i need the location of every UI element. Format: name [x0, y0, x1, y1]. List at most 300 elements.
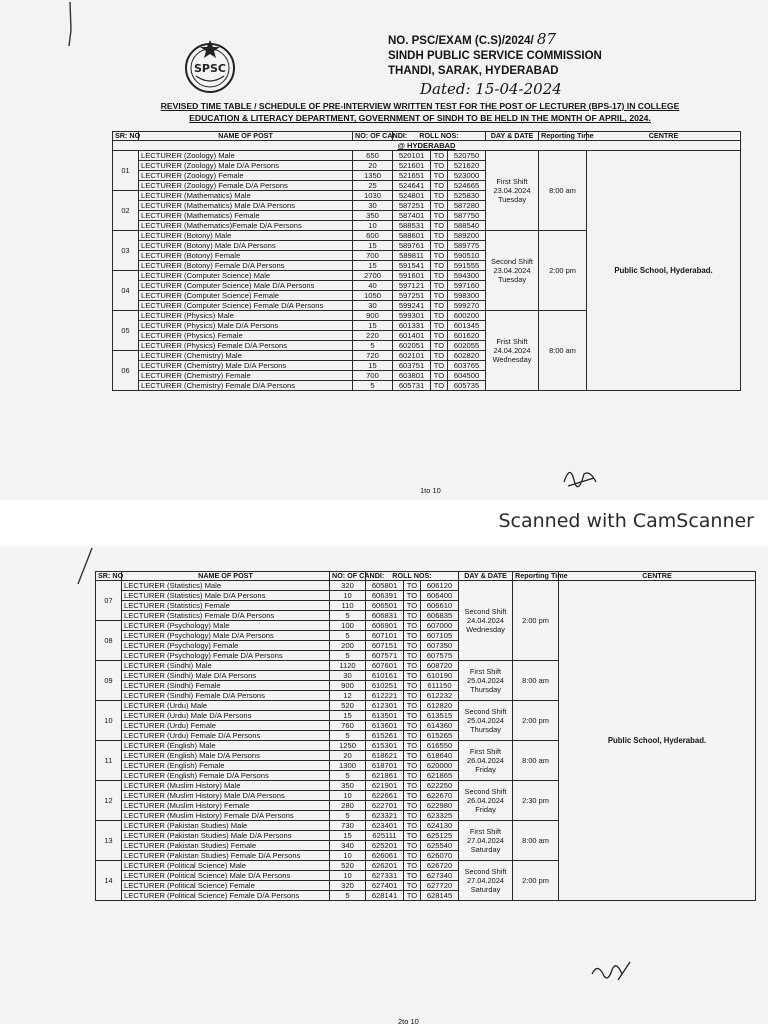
roll-to-label: TO: [431, 151, 448, 161]
roll-to-label: TO: [404, 891, 421, 901]
signature: [588, 956, 634, 986]
shift-line: Tuesday: [497, 195, 527, 204]
roll-from: 605801: [366, 581, 404, 591]
serial-number: 04: [113, 271, 139, 311]
roll-to-label: TO: [404, 601, 421, 611]
roll-to-label: TO: [431, 281, 448, 291]
roll-to-label: TO: [404, 631, 421, 641]
roll-from: 625201: [366, 841, 404, 851]
post-name: LECTURER (English) Male D/A Persons: [122, 751, 330, 761]
roll-to: 606610: [421, 601, 459, 611]
subtitle-line-2: EDUCATION & LITERACY DEPARTMENT, GOVERNMENT OF SINDH TO BE HELD IN THE MONTH OF APRIL, 2024.: [189, 113, 651, 123]
shift-line: First Shift: [469, 667, 502, 676]
shift-line: 24.04.2024: [467, 616, 505, 625]
serial-number: 05: [113, 311, 139, 351]
roll-from: 597251: [393, 291, 431, 301]
post-name: LECTURER (Botony) Male D/A Persons: [139, 241, 353, 251]
roll-to-label: TO: [431, 341, 448, 351]
post-name: LECTURER (Political Science) Male: [122, 861, 330, 871]
roll-to-label: TO: [404, 731, 421, 741]
roll-to: 612232: [421, 691, 459, 701]
shift-day-date: [486, 151, 539, 231]
candidate-count: 100: [330, 621, 366, 631]
col-post: NAME OF POST: [122, 572, 330, 581]
roll-to: 589775: [448, 241, 486, 251]
roll-from: 589811: [393, 251, 431, 261]
roll-to: 588540: [448, 221, 486, 231]
shift-day-date: [459, 741, 513, 781]
reporting-time: 8:00 am: [513, 741, 559, 781]
roll-to: 623325: [421, 811, 459, 821]
roll-from: 607151: [366, 641, 404, 651]
roll-to-label: TO: [404, 621, 421, 631]
roll-from: 613501: [366, 711, 404, 721]
roll-to: 589200: [448, 231, 486, 241]
roll-to-label: TO: [431, 271, 448, 281]
roll-to-label: TO: [404, 711, 421, 721]
roll-to-label: TO: [404, 671, 421, 681]
reporting-time: 2:30 pm: [513, 781, 559, 821]
roll-to: 520750: [448, 151, 486, 161]
roll-to: 598300: [448, 291, 486, 301]
shift-line: Saturday: [470, 845, 501, 854]
post-name: LECTURER (Mathematics)Female D/A Persons: [139, 221, 353, 231]
reporting-time: 2:00 pm: [513, 581, 559, 661]
post-name: LECTURER (Psychology) Female: [122, 641, 330, 651]
post-name: LECTURER (English) Female: [122, 761, 330, 771]
candidate-count: 520: [330, 701, 366, 711]
candidate-count: 20: [353, 161, 393, 171]
candidate-count: 700: [353, 251, 393, 261]
roll-from: 625111: [366, 831, 404, 841]
candidate-count: 15: [353, 361, 393, 371]
table-header-row: [113, 132, 741, 141]
roll-from: 607101: [366, 631, 404, 641]
serial-number: 13: [96, 821, 122, 861]
shift-line: 25.04.2024: [467, 676, 505, 685]
shift-line: Wednesday: [492, 355, 532, 364]
roll-to: 606120: [421, 581, 459, 591]
post-name: LECTURER (Psychology) Male: [122, 621, 330, 631]
roll-to-label: TO: [404, 881, 421, 891]
candidate-count: 340: [330, 841, 366, 851]
candidate-count: 30: [353, 301, 393, 311]
candidate-count: 5: [330, 631, 366, 641]
col-roll: ROLL NOS:: [393, 132, 486, 141]
roll-to-label: TO: [431, 311, 448, 321]
roll-to: 521620: [448, 161, 486, 171]
candidate-count: 760: [330, 721, 366, 731]
reporting-time: 2:00 pm: [513, 701, 559, 741]
shift-line: Second Shift: [491, 257, 533, 266]
roll-to-label: TO: [404, 721, 421, 731]
post-name: LECTURER (Sindhi) Male D/A Persons: [122, 671, 330, 681]
serial-number: 03: [113, 231, 139, 271]
post-name: LECTURER (Chemistry) Male D/A Persons: [139, 361, 353, 371]
roll-from: 607601: [366, 661, 404, 671]
organization-address: THANDI, SARAK, HYDERABAD: [388, 65, 559, 77]
post-name: LECTURER (Zoology) Female D/A Persons: [139, 181, 353, 191]
candidate-count: 15: [353, 321, 393, 331]
candidate-count: 720: [353, 351, 393, 361]
page-number: 2to 10: [398, 1017, 419, 1026]
candidate-count: 25: [353, 181, 393, 191]
col-centre: CENTRE: [587, 132, 741, 141]
roll-from: 612301: [366, 701, 404, 711]
serial-number: 08: [96, 621, 122, 661]
col-roll: ROLL NOS:: [366, 572, 459, 581]
schedule-table-page-1: [112, 131, 741, 391]
roll-from: 521651: [393, 171, 431, 181]
candidate-count: 30: [353, 201, 393, 211]
reporting-time: 8:00 am: [513, 821, 559, 861]
shift-day-date: [459, 821, 513, 861]
roll-to-label: TO: [431, 171, 448, 181]
roll-to: 604500: [448, 371, 486, 381]
roll-from: 622701: [366, 801, 404, 811]
shift-line: Second Shift: [464, 787, 507, 796]
post-name: LECTURER (Zoology) Male D/A Persons: [139, 161, 353, 171]
page-number: 1to 10: [420, 486, 441, 495]
roll-to: 610190: [421, 671, 459, 681]
roll-to: 602055: [448, 341, 486, 351]
exam-centre: Public School, Hyderabad.: [559, 581, 756, 901]
subtitle-line-1: REVISED TIME TABLE / SCHEDULE OF PRE-INTERVIEW WRITTEN TEST FOR THE POST OF LECTURER (BPS-17) IN COLLEGE: [160, 101, 680, 111]
table-header-row: [96, 572, 756, 581]
candidate-count: 2700: [353, 271, 393, 281]
candidate-count: 10: [330, 851, 366, 861]
shift-line: 27.04.2024: [467, 836, 505, 845]
roll-to-label: TO: [404, 641, 421, 651]
roll-from: 603751: [393, 361, 431, 371]
handwritten-ref: 87: [536, 30, 557, 48]
post-name: LECTURER (Urdu) Female: [122, 721, 330, 731]
candidate-count: 280: [330, 801, 366, 811]
post-name: LECTURER (Statistics) Male: [122, 581, 330, 591]
post-name: LECTURER (Political Science) Male D/A Persons: [122, 871, 330, 881]
roll-to-label: TO: [431, 361, 448, 371]
candidate-count: 5: [330, 811, 366, 821]
post-name: LECTURER (Muslim History) Female: [122, 801, 330, 811]
post-name: LECTURER (Urdu) Female D/A Persons: [122, 731, 330, 741]
serial-number: 12: [96, 781, 122, 821]
roll-to-label: TO: [431, 331, 448, 341]
candidate-count: 30: [330, 671, 366, 681]
scanned-page-1: [0, 0, 768, 500]
roll-to: 624130: [421, 821, 459, 831]
post-name: LECTURER (Urdu) Male D/A Persons: [122, 711, 330, 721]
shift-line: Tuesday: [497, 275, 527, 284]
roll-from: 622661: [366, 791, 404, 801]
shift-line: 23.04.2024: [493, 186, 531, 195]
shift-line: 26.04.2024: [467, 756, 505, 765]
handwritten-date: Dated: 15-04-2024: [420, 80, 562, 98]
candidate-count: 20: [330, 751, 366, 761]
roll-from: 628141: [366, 891, 404, 901]
roll-from: 605731: [393, 381, 431, 391]
post-name: LECTURER (Physics) Female: [139, 331, 353, 341]
roll-from: 524801: [393, 191, 431, 201]
candidate-count: 1030: [353, 191, 393, 201]
roll-to: 607350: [421, 641, 459, 651]
roll-to: 615265: [421, 731, 459, 741]
post-name: LECTURER (Physics) Female D/A Persons: [139, 341, 353, 351]
shift-day-date: [459, 781, 513, 821]
exam-centre: Public School, Hyderabad.: [587, 151, 741, 391]
roll-to: 607105: [421, 631, 459, 641]
roll-to: 601620: [448, 331, 486, 341]
roll-to: 600200: [448, 311, 486, 321]
roll-to: 618640: [421, 751, 459, 761]
post-name: LECTURER (Chemistry) Male: [139, 351, 353, 361]
roll-to: 613515: [421, 711, 459, 721]
col-sr: SR: NO: [113, 132, 139, 141]
roll-to-label: TO: [404, 861, 421, 871]
organization-name: SINDH PUBLIC SERVICE COMMISSION: [388, 50, 602, 62]
candidate-count: 10: [330, 791, 366, 801]
roll-from: 606831: [366, 611, 404, 621]
serial-number: 09: [96, 661, 122, 701]
document-subtitle: [110, 100, 730, 124]
roll-from: 623401: [366, 821, 404, 831]
shift-day-date: [459, 661, 513, 701]
roll-from: 627331: [366, 871, 404, 881]
post-name: LECTURER (Political Science) Female: [122, 881, 330, 891]
post-name: LECTURER (Pakistan Studies) Female: [122, 841, 330, 851]
post-name: LECTURER (Botony) Male: [139, 231, 353, 241]
post-name: LECTURER (Zoology) Male: [139, 151, 353, 161]
serial-number: 14: [96, 861, 122, 901]
post-name: LECTURER (Computer Science) Male: [139, 271, 353, 281]
roll-to: 616550: [421, 741, 459, 751]
shift-line: Friday: [475, 805, 496, 814]
post-name: LECTURER (Pakistan Studies) Male: [122, 821, 330, 831]
post-name: LECTURER (Physics) Male: [139, 311, 353, 321]
spsc-seal-logo: [182, 38, 238, 94]
roll-to-label: TO: [404, 871, 421, 881]
post-name: LECTURER (Statistics) Female: [122, 601, 330, 611]
shift-line: 25.04.2024: [467, 716, 505, 725]
candidate-count: 900: [353, 311, 393, 321]
candidate-count: 520: [330, 861, 366, 871]
roll-to-label: TO: [404, 831, 421, 841]
roll-to-label: TO: [431, 371, 448, 381]
roll-to: 622670: [421, 791, 459, 801]
shift-line: Second Shift: [464, 607, 507, 616]
roll-to: 594300: [448, 271, 486, 281]
roll-to-label: TO: [431, 241, 448, 251]
post-name: LECTURER (Chemistry) Female D/A Persons: [139, 381, 353, 391]
roll-to-label: TO: [404, 591, 421, 601]
shift-line: Wednesday: [466, 625, 505, 634]
candidate-count: 1250: [330, 741, 366, 751]
roll-from: 621861: [366, 771, 404, 781]
roll-from: 599301: [393, 311, 431, 321]
roll-to-label: TO: [404, 801, 421, 811]
candidate-count: 320: [330, 881, 366, 891]
roll-from: 588531: [393, 221, 431, 231]
roll-to: 612820: [421, 701, 459, 711]
post-name: LECTURER (Computer Science) Male D/A Persons: [139, 281, 353, 291]
roll-to: 608720: [421, 661, 459, 671]
reporting-time: 2:00 pm: [539, 231, 587, 311]
post-name: LECTURER (Sindhi) Female: [122, 681, 330, 691]
roll-to-label: TO: [404, 791, 421, 801]
post-name: LECTURER (Mathematics) Male D/A Persons: [139, 201, 353, 211]
shift-day-date: [459, 861, 513, 901]
roll-to: 622250: [421, 781, 459, 791]
post-name: LECTURER (English) Female D/A Persons: [122, 771, 330, 781]
shift-line: Saturday: [470, 885, 501, 894]
shift-line: 24.04.2024: [493, 346, 531, 355]
roll-to: 605735: [448, 381, 486, 391]
table-row: [113, 151, 741, 161]
reporting-time: 2:00 pm: [513, 861, 559, 901]
candidate-count: 320: [330, 581, 366, 591]
shift-day-date: [459, 581, 513, 661]
candidate-count: 5: [353, 341, 393, 351]
candidate-count: 1350: [353, 171, 393, 181]
post-name: LECTURER (Urdu) Male: [122, 701, 330, 711]
candidate-count: 220: [353, 331, 393, 341]
candidate-count: 650: [353, 151, 393, 161]
roll-to-label: TO: [404, 701, 421, 711]
roll-to: 611150: [421, 681, 459, 691]
candidate-count: 730: [330, 821, 366, 831]
roll-to: 523000: [448, 171, 486, 181]
col-candidates: NO: OF CANDI:: [330, 572, 366, 581]
candidate-count: 700: [353, 371, 393, 381]
roll-to-label: TO: [404, 651, 421, 661]
roll-from: 627401: [366, 881, 404, 891]
col-day-date: DAY & DATE: [486, 132, 539, 141]
roll-to-label: TO: [404, 661, 421, 671]
post-name: LECTURER (Physics) Male D/A Persons: [139, 321, 353, 331]
candidate-count: 40: [353, 281, 393, 291]
roll-to-label: TO: [431, 231, 448, 241]
city-heading: @ HYDERABAD: [113, 141, 741, 151]
roll-from: 610251: [366, 681, 404, 691]
schedule-table-page-2: [95, 571, 756, 901]
shift-line: Second Shift: [464, 867, 507, 876]
roll-to-label: TO: [431, 251, 448, 261]
roll-to: 607000: [421, 621, 459, 631]
roll-to: 625125: [421, 831, 459, 841]
roll-from: 623321: [366, 811, 404, 821]
roll-from: 603801: [393, 371, 431, 381]
post-name: LECTURER (Psychology) Female D/A Persons: [122, 651, 330, 661]
shift-line: Frist Shift: [496, 337, 528, 346]
candidate-count: 10: [330, 871, 366, 881]
post-name: LECTURER (Statistics) Female D/A Persons: [122, 611, 330, 621]
col-reporting: Reporting Time: [539, 132, 587, 141]
roll-to: 607575: [421, 651, 459, 661]
roll-to-label: TO: [431, 321, 448, 331]
serial-number: 02: [113, 191, 139, 231]
roll-from: 606501: [366, 601, 404, 611]
shift-line: 26.04.2024: [467, 796, 505, 805]
roll-to-label: TO: [431, 291, 448, 301]
roll-to: 620000: [421, 761, 459, 771]
col-candidates: NO: OF CANDI:: [353, 132, 393, 141]
post-name: LECTURER (Pakistan Studies) Female D/A Persons: [122, 851, 330, 861]
roll-to-label: TO: [431, 211, 448, 221]
roll-to-label: TO: [404, 771, 421, 781]
serial-number: 01: [113, 151, 139, 191]
signature: [560, 462, 600, 492]
serial-number: 06: [113, 351, 139, 391]
shift-day-date: [459, 701, 513, 741]
candidate-count: 110: [330, 601, 366, 611]
shift-line: Second Shift: [464, 707, 507, 716]
roll-to-label: TO: [404, 811, 421, 821]
roll-to: 603765: [448, 361, 486, 371]
roll-to-label: TO: [404, 761, 421, 771]
roll-from: 520101: [393, 151, 431, 161]
roll-to: 590510: [448, 251, 486, 261]
post-name: LECTURER (Muslim History) Male D/A Persons: [122, 791, 330, 801]
roll-to: 621865: [421, 771, 459, 781]
post-name: LECTURER (Muslim History) Female D/A Persons: [122, 811, 330, 821]
col-reporting: Reporting Time: [513, 572, 559, 581]
candidate-count: 900: [330, 681, 366, 691]
shift-line: 27.04.2024: [467, 876, 505, 885]
roll-to-label: TO: [404, 691, 421, 701]
roll-to-label: TO: [431, 201, 448, 211]
roll-from: 591541: [393, 261, 431, 271]
roll-to-label: TO: [431, 381, 448, 391]
roll-to-label: TO: [431, 301, 448, 311]
post-name: LECTURER (Computer Science) Female: [139, 291, 353, 301]
roll-from: 524641: [393, 181, 431, 191]
post-name: LECTURER (Statistics) Male D/A Persons: [122, 591, 330, 601]
roll-from: 587251: [393, 201, 431, 211]
table-row: [96, 581, 756, 591]
shift-line: 23.04.2024: [493, 266, 531, 275]
roll-to-label: TO: [404, 611, 421, 621]
candidate-count: 200: [330, 641, 366, 651]
post-name: LECTURER (Botony) Female: [139, 251, 353, 261]
post-name: LECTURER (Pakistan Studies) Male D/A Persons: [122, 831, 330, 841]
letterhead: [388, 32, 602, 79]
col-sr: SR: NO: [96, 572, 122, 581]
serial-number: 10: [96, 701, 122, 741]
candidate-count: 5: [330, 651, 366, 661]
shift-line: First Shift: [469, 827, 502, 836]
roll-from: 599241: [393, 301, 431, 311]
candidate-count: 1050: [353, 291, 393, 301]
roll-to: 599270: [448, 301, 486, 311]
pen-mark: [66, 0, 74, 48]
camscanner-watermark: Scanned with CamScanner: [498, 510, 754, 532]
col-day-date: DAY & DATE: [459, 572, 513, 581]
candidate-count: 15: [330, 711, 366, 721]
reporting-time: 8:00 am: [539, 311, 587, 391]
reference-number: NO. PSC/EXAM (C.S)/2024/ 87: [388, 30, 557, 48]
roll-to-label: TO: [431, 161, 448, 171]
roll-from: 618621: [366, 751, 404, 761]
candidate-count: 350: [330, 781, 366, 791]
post-name: LECTURER (Computer Science) Female D/A Persons: [139, 301, 353, 311]
candidate-count: 350: [353, 211, 393, 221]
candidate-count: 10: [353, 221, 393, 231]
roll-to: 625540: [421, 841, 459, 851]
seal-text: SPSC: [194, 62, 226, 75]
col-centre: CENTRE: [559, 572, 756, 581]
post-name: LECTURER (Zoology) Female: [139, 171, 353, 181]
roll-to-label: TO: [431, 351, 448, 361]
roll-to-label: TO: [404, 681, 421, 691]
